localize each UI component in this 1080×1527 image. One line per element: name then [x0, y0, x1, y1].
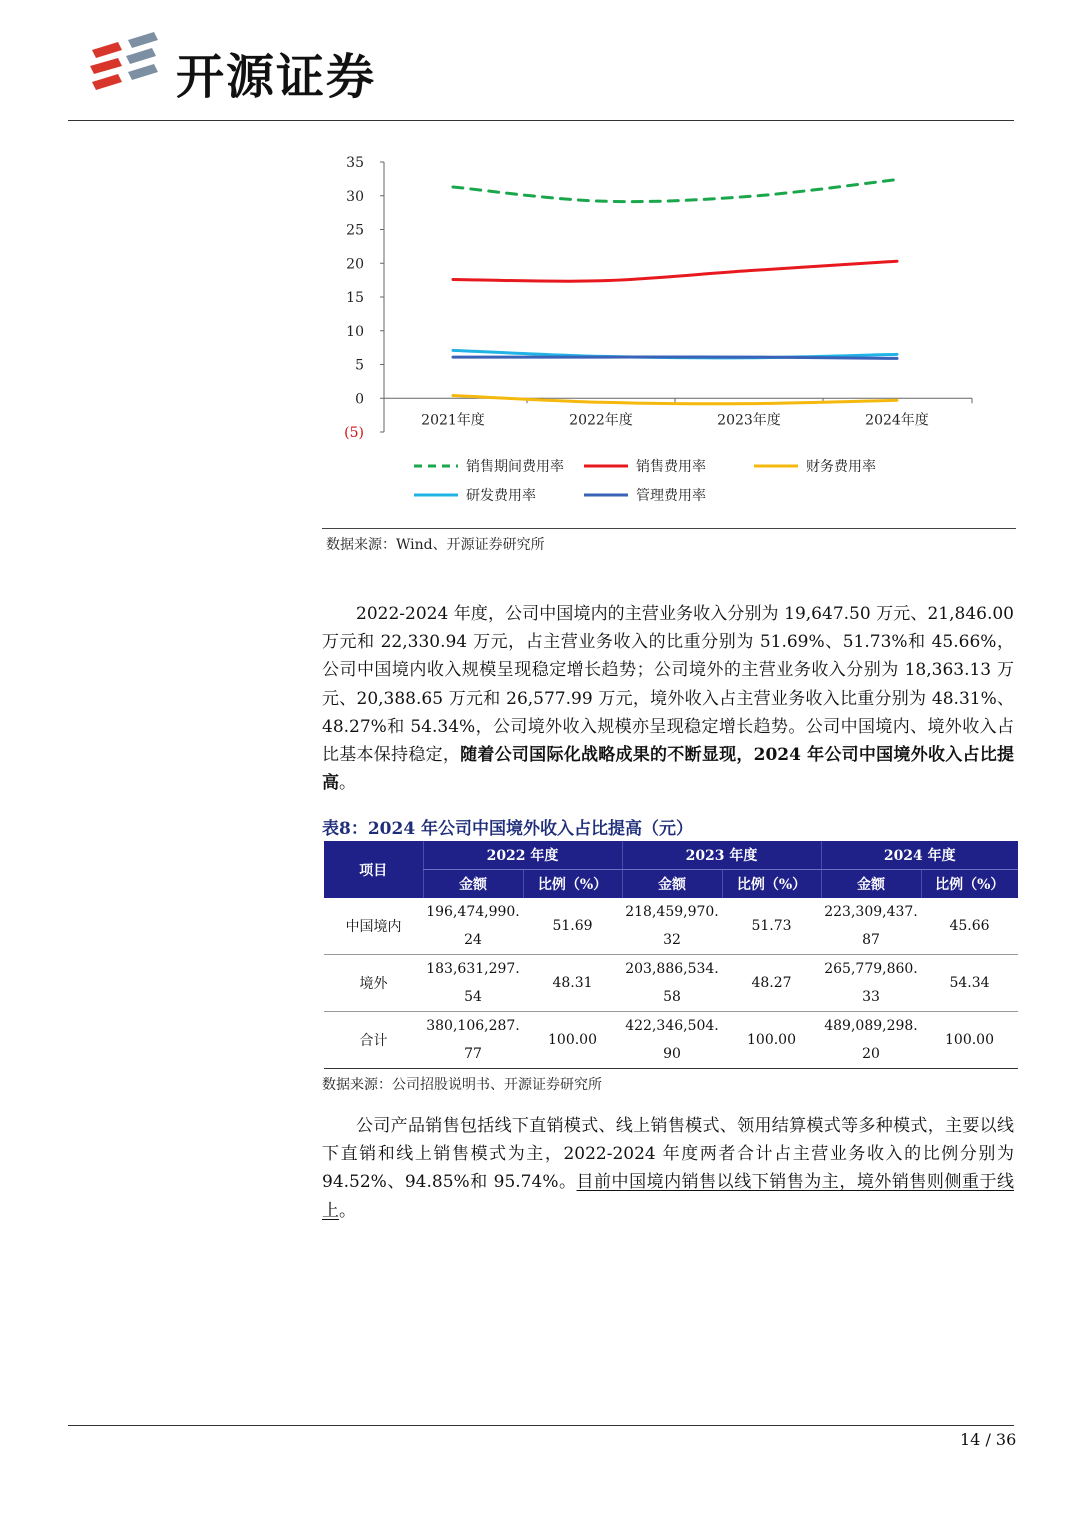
x-tick-label: 2023年度	[717, 412, 781, 429]
ratio-cell: 51.69	[523, 898, 622, 955]
ratio-header: 比例（%）	[523, 870, 622, 899]
y-tick-label: 20	[346, 256, 364, 273]
paragraph-end: 。	[339, 773, 356, 794]
year-header-2022: 2022 年度	[423, 841, 622, 870]
paragraph-text: 2022-2024 年度，公司中国境内的主营业务收入分别为 19,647.50 万元、21,846.00 万元和 22,330.94 万元，占主营业务收入的比重分别为 51.69%、51.73%和 45.66%，公司中国境内收入规模呈现稳定增长趋势；公司境外的主营业务收入分别为 18,363.13 万元、20,388.65 万元和 26,577.99 万元，境外收入占主营业务收入比重分别为 48.31%、48.27%和 54.34%，公司境外收入规模亦呈现稳定增长趋势。公司中国境内、境外收入占比基本保持稳定，	[322, 604, 1014, 766]
table-header-row	[324, 841, 1018, 870]
table-row	[324, 1012, 1018, 1069]
amount-cell: 203,886,534. 58	[622, 955, 722, 1012]
ratio-cell: 48.31	[523, 955, 622, 1012]
table-row	[324, 898, 1018, 955]
y-tick-label: 30	[346, 188, 364, 205]
expense-ratio-line-chart	[322, 148, 1015, 523]
amount-cell: 489,089,298. 20	[821, 1012, 921, 1069]
amount-cell: 223,309,437. 87	[821, 898, 921, 955]
series-line-0	[453, 180, 897, 202]
row-label: 境外	[324, 955, 423, 1012]
year-header-2024: 2024 年度	[821, 841, 1018, 870]
ratio-header: 比例（%）	[722, 870, 821, 899]
table-source-note: 数据来源：公司招股说明书、开源证券研究所	[322, 1077, 602, 1093]
amount-cell: 422,346,504. 90	[622, 1012, 722, 1069]
y-tick-label: 0	[355, 391, 364, 408]
series-line-1	[453, 261, 897, 281]
year-header-2023: 2023 年度	[622, 841, 821, 870]
paragraph-end: 。	[339, 1200, 356, 1221]
legend-label: 财务费用率	[806, 459, 876, 475]
ratio-cell: 48.27	[722, 955, 821, 1012]
table-row	[324, 955, 1018, 1012]
ratio-cell: 100.00	[921, 1012, 1018, 1069]
page-header	[0, 0, 1080, 120]
ratio-cell: 45.66	[921, 898, 1018, 955]
kaiyuan-logo-icon	[88, 32, 160, 96]
paragraph-text: 公司产品销售包括线下直销模式、线上销售模式、领用结算模式等多种模式，主要以线下直销和线上销售模式为主，2022-2024 年度两者合计占主营业务收入的比例分别为 94.52%、94.85%和 95.74%。	[322, 1116, 1014, 1193]
amount-header: 金额	[423, 870, 523, 899]
x-tick-label: 2024年度	[865, 412, 929, 429]
amount-cell: 196,474,990. 24	[423, 898, 523, 955]
ratio-cell: 51.73	[722, 898, 821, 955]
x-tick-label: 2021年度	[421, 412, 485, 429]
item-header: 项目	[324, 841, 423, 898]
header-rule	[68, 120, 1014, 121]
footer-rule	[68, 1425, 1014, 1426]
row-label: 合计	[324, 1012, 423, 1069]
series-line-4	[453, 357, 897, 358]
chart-bottom-rule	[322, 528, 1016, 529]
y-tick-label: (5)	[344, 425, 364, 441]
x-tick-label: 2022年度	[569, 412, 633, 429]
paragraph-emphasis: 随着公司国际化战略成果的不断显现，2024 年公司中国境外收入占比提高	[322, 745, 1015, 794]
y-tick-label: 25	[346, 222, 364, 239]
amount-header: 金额	[821, 870, 921, 899]
amount-cell: 218,459,970. 32	[622, 898, 722, 955]
legend-label: 销售费用率	[636, 459, 706, 475]
sales-mode-paragraph	[322, 1112, 1014, 1225]
row-label: 中国境内	[324, 898, 423, 955]
chart-source-note: 数据来源：Wind、开源证券研究所	[326, 537, 545, 553]
y-tick-label: 35	[346, 155, 364, 171]
y-tick-label: 10	[346, 323, 364, 340]
ratio-cell: 100.00	[722, 1012, 821, 1069]
revenue-region-table	[324, 841, 1018, 1069]
y-tick-label: 5	[355, 357, 364, 374]
amount-cell: 183,631,297. 54	[423, 955, 523, 1012]
legend-label: 研发费用率	[466, 488, 536, 504]
brand-name: 开源证券	[176, 49, 377, 105]
table-subheader-row	[324, 870, 1018, 899]
table-title: 表8：2024 年公司中国境外收入占比提高（元）	[322, 819, 694, 839]
amount-header: 金额	[622, 870, 722, 899]
revenue-region-paragraph	[322, 600, 1014, 797]
legend-label: 管理费用率	[636, 488, 706, 504]
legend-label: 销售期间费用率	[466, 459, 564, 475]
amount-cell: 380,106,287. 77	[423, 1012, 523, 1069]
y-tick-label: 15	[346, 290, 364, 306]
ratio-header: 比例（%）	[921, 870, 1018, 899]
page-number: 14 / 36	[960, 1430, 1017, 1449]
paragraph-underline: 目前中国境内销售以线下销售为主，境外销售则侧重于线上	[322, 1172, 1014, 1221]
ratio-cell: 100.00	[523, 1012, 622, 1069]
ratio-cell: 54.34	[921, 955, 1018, 1012]
amount-cell: 265,779,860. 33	[821, 955, 921, 1012]
